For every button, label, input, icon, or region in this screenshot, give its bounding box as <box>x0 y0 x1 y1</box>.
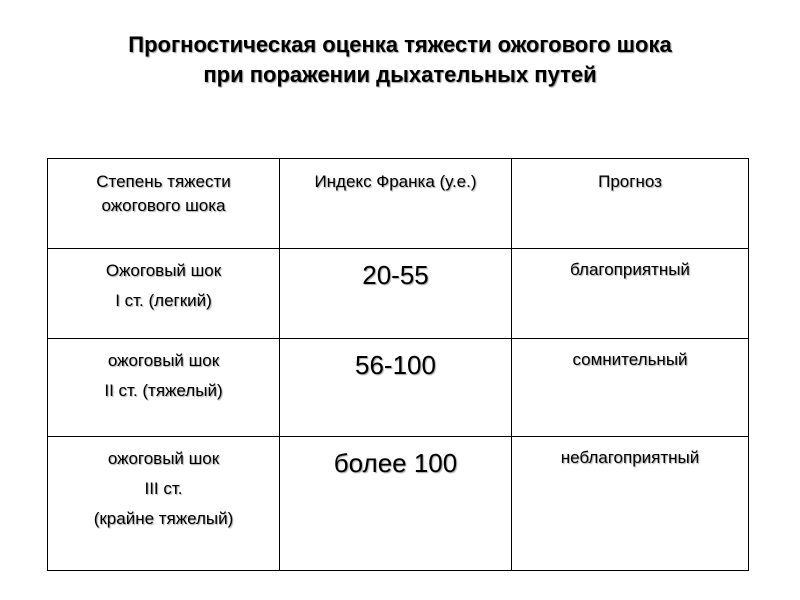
header-cell-frank-index <box>280 159 512 249</box>
header-cell-severity <box>48 159 280 249</box>
table-row <box>48 339 749 437</box>
table-row <box>48 249 749 339</box>
frank-index-cell <box>280 339 512 437</box>
header-cell-prognosis <box>512 159 749 249</box>
frank-index-cell <box>280 249 512 339</box>
stage-line: III ст. <box>144 479 183 498</box>
stage-line: (крайне тяжелый) <box>93 509 234 528</box>
frank-index-cell <box>280 437 512 571</box>
slide-title-line-2: при поражении дыхательных путей <box>203 62 597 87</box>
prognosis-value: неблагоприятный <box>560 448 700 467</box>
stage-cell <box>48 339 280 437</box>
table-header-row <box>48 159 749 249</box>
prognosis-cell <box>512 339 749 437</box>
stage-line: Ожоговый шок <box>105 261 222 280</box>
slide-title-line-1: Прогностическая оценка тяжести ожогового шока <box>128 32 672 57</box>
stage-cell <box>48 249 280 339</box>
frank-index-value: 56-100 <box>355 350 436 380</box>
prognosis-value: сомнительный <box>572 350 688 369</box>
header-frank-index-label: Индекс Франка (у.е.) <box>314 172 477 191</box>
stage-cell <box>48 437 280 571</box>
header-prognosis-label: Прогноз <box>598 172 662 191</box>
header-severity-label: Степень тяжести ожогового шока <box>96 172 231 215</box>
prognosis-value: благоприятный <box>570 260 690 279</box>
slide-title <box>40 30 760 90</box>
stage-line: ожоговый шок <box>107 351 220 370</box>
frank-index-value: 20-55 <box>362 260 429 290</box>
stage-line: I ст. (легкий) <box>115 291 212 310</box>
frank-index-value: более 100 <box>333 448 458 478</box>
stage-line: ожоговый шок <box>107 449 220 468</box>
stage-line: II ст. (тяжелый) <box>104 381 223 400</box>
table-row <box>48 437 749 571</box>
prognosis-cell <box>512 249 749 339</box>
burn-shock-prognosis-table <box>47 158 749 571</box>
prognosis-cell <box>512 437 749 571</box>
